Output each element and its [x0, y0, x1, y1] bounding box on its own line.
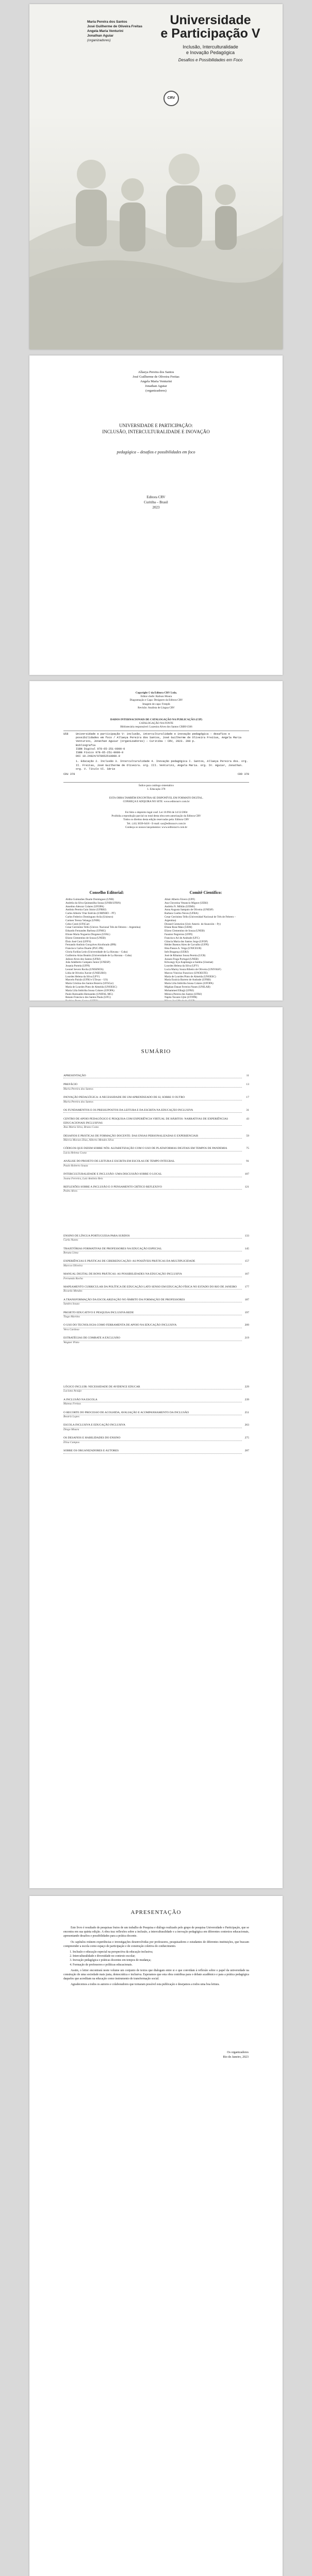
council-member: Ilma Passos A. Veiga (UNICEUB) — [165, 947, 202, 951]
cip-text: Universidade e participação V: inclusão, interculturalidade e inovação pedagógica – desafios e possibilidades em foco / Allaeya Pereira dos Santos, José Guilherme de Oliveira Freitas, Angela Maria Venturini, Jonathan Aguiar (organizadores) – Curitiba : CRV, 2023. 200 p. — [76, 733, 242, 743]
editor: Editor-chefe: Railson Moura — [140, 695, 172, 699]
council-member: Francisco Ari de Andrade (UFC) — [165, 936, 200, 940]
diagramming: Diagramação e Capa: Designers da Editora CRV — [129, 699, 183, 702]
signature-place: Rio de Janeiro, 2023 — [223, 2055, 249, 2059]
council-member: Celso Conti (UFSCar) — [65, 922, 90, 926]
council-member: Carmen Tereza Velanga (UNIR) — [65, 919, 100, 922]
council-member: Maria Cristina dos Santos Bezerra (UFSCar) — [65, 982, 113, 986]
availability-note: ESTA OBRA TAMBÉM ENCONTRA-SE DISPONÍVEL EM FORMATO DIGITAL. — [109, 796, 204, 800]
toc-entry[interactable] — [63, 1423, 249, 1432]
toc-entry-title: PREFÁCIO — [63, 1083, 242, 1087]
toc-entry-author: Elisa Campos — [63, 1440, 80, 1444]
toc-entry-page: 43 — [246, 1117, 249, 1121]
signature-block — [145, 2050, 249, 2059]
toc-entry[interactable] — [63, 1411, 249, 1419]
toc-entry-page: 287 — [244, 1449, 249, 1453]
toc-entry[interactable] — [63, 1074, 249, 1078]
council-member: Maria Eurácia Barreto de Andrade (UFRB) — [165, 978, 211, 982]
toc-entry-title: CÓDIGOS QUE DIZEM SOBRE NÓS: ALFABETIZAÇÃO COM O USO DE PLATAFORMAS DIGITAIS EM TEMPOS DE PANDEMIA — [63, 1147, 242, 1151]
toc-entry-title: DESAFIOS E PRÁTICAS DE FORMAÇÃO DOCENTE: DAS ENSAS PERSONALIZADAS E EXPERIENCIAIS — [63, 1134, 242, 1139]
publisher-year: 2023 — [152, 505, 160, 510]
toc-entry[interactable] — [63, 1398, 249, 1406]
cip-box-title: DADOS INTERNACIONAIS DE CATALOGAÇÃO NA PUBLICAÇÃO (CIP) — [110, 718, 203, 721]
toc-entry-author: Fernanda Rocha — [63, 1277, 83, 1280]
toc-entry-author: Carla Nunes — [63, 1239, 78, 1242]
toc-entry-title: EXPERIÊNCIAS E PRÁTICAS DE CIBEREDUCAÇÃO: AS POSSÍVEIS PRÁTICAS DA MULTIPLICIDADE — [63, 1260, 242, 1264]
cover-authors — [87, 20, 159, 43]
toc-entry[interactable] — [63, 1336, 249, 1345]
paragraph: Assim, o leitor encontrará neste volume um conjunto de textos que dialogam entre si e que convidam à reflexão sobre o papel da universidade na construção de uma sociedade mais justa, democrática e inclusiva. Esperamos que esta obra contribua para o debate acadêmico e para a prática pedagógica daqueles que acreditam na educação como instrumento de transformação social. — [63, 1969, 249, 1981]
cover-subtitle-1: Inclusão, Interculturalidade — [183, 44, 238, 49]
toc-entry-author: Sandra Souza — [63, 1302, 79, 1306]
publisher-city: Curitiba – Brasil — [144, 500, 168, 504]
organizer-names — [29, 370, 283, 393]
council-member: Maria de Lourdes Pinto de Almeida (UNOESC) — [65, 985, 117, 989]
toc-entry-title: LÓGICO INCLUIR: NECESSIDADE DE AVIDENCE EDUCAR — [63, 1385, 242, 1389]
index-item: 1. Educação 378 — [147, 788, 166, 791]
council-member: Míghian Danae Ferreira Nunes (UNILAB) — [165, 985, 210, 989]
cover-author: José Guilherme de Oliveira Freitas — [87, 25, 142, 28]
toc-entry-title: ANÁLISE DO PROJETO DE LEITURA E ESCRITA EM ESCOLAS DE TEMPO INTEGRAL — [63, 1160, 242, 1164]
rights-line: Foi feito o depósito legal conf. Lei 10.994 de 14/12/2004 — [125, 811, 188, 814]
toc-entry-author: Maria Pereira dos Santos — [63, 1100, 93, 1104]
toc-entry-author: Lúcia Helena Costa — [63, 1151, 87, 1155]
council-member: Élsio José Corá (UFFS) — [65, 940, 91, 943]
toc-entry-title: O USO DO TECNOLOGIA COMO FERRAMENTA DE APOIO NA EDUCAÇÃO INCLUSIVA — [63, 1324, 242, 1328]
publisher-name: Editora CRV — [146, 495, 166, 499]
toc-entry[interactable] — [63, 1234, 249, 1243]
toc-entry[interactable] — [63, 1385, 249, 1394]
toc-entry[interactable] — [63, 1134, 249, 1143]
council-member: Cesar Gerónimo Tello (Univer. Nacional Três de Febrero – Argentina) — [65, 926, 141, 929]
cover-title: Universidade — [170, 13, 251, 27]
council-member: Antônio Pereira Gaio Júnior (UFRRJ) — [65, 908, 106, 912]
toc-entry-author: Joana Ferreira, Luiz Antônio Reis — [63, 1177, 103, 1180]
cover-org-label: (organizadores) — [87, 39, 111, 42]
toc-entry-title: A TRANSFORMAÇÃO DA ESCOLARIZAÇÃO NO ÂMBITO DA FORMAÇÃO DE PROFESSORES — [63, 1298, 242, 1302]
council-member: Inês Bragança (UERJ) — [165, 950, 189, 954]
toc-entry[interactable] — [63, 1247, 249, 1256]
list-item: 2. Interculturalidade e diversidade no contexto escolar; — [73, 1954, 249, 1958]
organizer-name: José Guilherme de Oliveira Freitas — [133, 375, 179, 379]
cover-title-2: e Participação V — [160, 26, 260, 41]
editorial-council-list — [65, 898, 148, 1001]
toc-list — [63, 1074, 249, 1459]
toc-entry-title: OS DESAFIOS E HABILIDADES DO ENSINO — [63, 1436, 242, 1440]
organizer-name: Allaeya Pereira dos Santos — [138, 370, 174, 374]
council-member: Mohammed Elhajji (UFRJ) — [165, 989, 194, 992]
toc-entry[interactable] — [63, 1298, 249, 1307]
toc-page — [29, 1007, 283, 1888]
council-member: Guillermo Arias Beatón (Universidade de La Havana – Cuba) — [65, 954, 132, 957]
publisher-logo: CRV — [163, 91, 179, 106]
council-member: Maria de Lourdes Pinto de Almeida (UNOESC) — [165, 975, 216, 978]
toc-entry-page: 251 — [244, 1411, 249, 1414]
contact-line: Conheça os nossos lançamentos: www.editoracrv.com.br — [125, 825, 188, 829]
toc-entry-author: Maria Pereira dos Santos — [63, 1087, 93, 1091]
toc-entry-page: 11 — [246, 1074, 249, 1077]
council-member: Jussara Fraga Portugal (UNEB) — [165, 957, 199, 961]
toc-entry-title: ESCOLA INCLUSIVA E EDUCAÇÃO INCLUSIVA — [63, 1423, 242, 1428]
council-member: Cesar Gerónimo Tello (Universidad Nacional de Três de Febrero – Argentina) — [165, 915, 236, 922]
organizer-label: (organizadores) — [145, 389, 167, 393]
copyright-block — [63, 691, 249, 710]
council-member: Anna Augusta Sampaio de Oliveira (UNESP) — [165, 908, 214, 912]
toc-entry-page: 17 — [246, 1096, 249, 1099]
council-member: Andréia N. Militão (UEMS) — [165, 905, 195, 908]
toc-entry-author: Márcia Moraes Dias, Alberto Mendes Silva — [63, 1139, 114, 1142]
toc-entry[interactable] — [63, 1109, 249, 1113]
toc-entry-page: 59 — [246, 1134, 249, 1138]
toc-entry-author: Diego Moura — [63, 1428, 79, 1431]
council-member: João Adalberto Campato Junior (UNESP) — [65, 961, 110, 964]
toc-entry-title: SOBRE OS ORGANIZADORES E AUTORES — [63, 1449, 242, 1453]
list-item: 4. Formação de professores e políticas educacionais. — [73, 1963, 249, 1967]
list-item: 3. Inovação pedagógica e práticas docentes em tempos de mudança; — [73, 1958, 249, 1962]
book-title-line: INCLUSÃO, INTERCULTURALIDADE E INOVAÇÃO — [102, 429, 210, 434]
toc-entry[interactable] — [63, 1260, 249, 1268]
toc-entry-title: O RECORTE DO PROCESSO DE ACOLHIDA, AVALIAÇÃO E ACOMPANHAMENTO DA INCLUSÃO — [63, 1411, 242, 1415]
cip-record — [63, 733, 249, 776]
toc-entry[interactable] — [63, 1449, 249, 1453]
toc-entry-page: 275 — [244, 1436, 249, 1440]
council-member: Najela Tavares Ujiie (UTFPR) — [165, 996, 198, 999]
paragraph: Agradecemos a todos os autores e colaboradores que tornaram possível esta publicação e desejamos a todos uma boa leitura. — [71, 1983, 220, 1987]
organizer-name: Jonathan Aguiar — [145, 384, 167, 388]
council-member: Aldira Guimarães Duarte Domínguez (UNB) — [65, 898, 114, 901]
presentation-page — [29, 1896, 283, 2576]
isbn-digital: ISBN Digital 978-65-251-0000-0 — [76, 747, 125, 751]
council-member: Eliane Rose Maio (UEM) — [165, 926, 192, 929]
subjects: 1. Educação 2. Inclusão 3. Interculturalidade 4. Inovação pedagógica I. Santos, Allaeya Pereira dos. org. II. Freitas, José Guilherme de Oliveira. org. III. Venturini, Angela Maria. org. IV. Aguiar, Jonathan. org. V. Título VI. Série — [76, 760, 248, 771]
council-member: Carlos Federico Dominguez Avila (Unieuro) — [65, 915, 113, 919]
council-member — [165, 999, 247, 1001]
toc-entry[interactable] — [63, 1117, 249, 1129]
cover-author: Jonathan Aguiar — [87, 34, 114, 38]
revision: Revisão: Analista de Língua CRV — [138, 706, 175, 709]
toc-entry-page: 31 — [246, 1109, 249, 1112]
list-item: 1. Inclusão e educação especial na perspectiva da educação inclusiva; — [73, 1950, 249, 1954]
cover-subtitle-3: Desafios e Possibilidades em Foco — [178, 58, 243, 62]
toc-entry-title: INOVAÇÃO PEDAGÓGICA: A NECESSIDADE DE UM APRENDIZADO DE SI, SOBRE O OUTRO — [63, 1096, 242, 1100]
rights-line: Todos os direitos desta edição reservados pela: Editora CRV — [123, 818, 189, 822]
toc-entry[interactable] — [63, 1160, 249, 1168]
cdu-cdd — [63, 773, 249, 776]
cdu: CDU 378 — [63, 773, 75, 776]
toc-title: SUMÁRIO — [141, 1048, 171, 1055]
toc-entry-author: Marcos Oliveira — [63, 1264, 83, 1267]
book-title — [50, 422, 262, 435]
toc-entry-title: PROJETO EDUCATIVO E PESQUISA INCLUSIVA REDE — [63, 1311, 242, 1315]
editorial-council — [65, 890, 148, 1001]
council-member: Fernando Antônio Gonçalves Alcoforado (IPB) — [65, 943, 117, 947]
council-member: Gloria Fariñas León (Universidade de La Havana – Cuba) — [65, 950, 128, 954]
paragraph: Este livro é resultado de pesquisas frutos de um trabalho de Pesquisa e diálogo realizado pelo grupo de pesquisa Universidade e Participação, que se encontra em sua quinta edição. A obra traz reflexões sobre a inclusão, a interculturalidade e a inovação pedagógica em diferentes contextos educacionais, apresentando desafios e possibilidades para a prática docente. — [63, 1926, 249, 1938]
toc-entry-title: OS FUNDAMENTOS E OS PRESSUPOSTOS DA LEITURA E DA ESCRITA NA EDUCAÇÃO INCLUSIVA — [63, 1109, 242, 1113]
toc-entry-title: CENTRO DE APOIO PEDAGÓGICO E PESQUISA COM EXPERIÊNCIA VIRTUAL DE HÁBITOS: NARRATIVAS DE EXPERIÊNCIAS EDUCACIONAIS INCLUSIVAS — [63, 1117, 242, 1126]
cip-code: U58 — [63, 733, 69, 736]
council-member: Mônica Pereira dos Santos (UFRJ) — [165, 992, 202, 996]
toc-entry-page: 219 — [244, 1336, 249, 1340]
toc-entry-author: Wagner Pinto — [63, 1341, 79, 1344]
toc-entry[interactable] — [63, 1273, 249, 1281]
toc-entry-page: 75 — [246, 1147, 249, 1150]
council-member: Leonel Severo Rocha (UNISINOS) — [65, 968, 104, 971]
council-member: Marcos Vinicius Francisco (UNOESTE) — [165, 971, 208, 975]
toc-entry-title: INTERCULTURALIDADE E INCLUSÃO: UMA DISCUSSÃO SOBRE O LOCAL — [63, 1173, 242, 1177]
council-member: Lourdes Helena da Silva (UFV) — [65, 975, 100, 978]
toc-entry-page: 239 — [244, 1398, 249, 1401]
cip-box-subtitle: CATALOGAÇÃO NA FONTE — [139, 722, 174, 725]
toc-entry-author: Vera Cardoso — [63, 1328, 79, 1331]
book-subtitle: pedagógica – desafios e possibilidades em foco — [117, 450, 195, 454]
council-member: Eduardo Fernandes Barbosa (UFMG) — [65, 929, 106, 933]
toc-page-break — [63, 1349, 249, 1385]
cover-title-block — [159, 13, 262, 62]
toc-entry-author: Beatriz Lopes — [63, 1415, 79, 1419]
council-member: Jailson Alves dos Santos (UFRJ) — [65, 957, 101, 961]
buy-note: CONHEÇA E ADQUIRA NO SITE: www.editoracrv.com.br — [123, 800, 190, 804]
council-member: Paulo Romualdo Hernandes (UNIFAL-MG) — [65, 992, 113, 996]
scientific-committee-list — [165, 898, 247, 1001]
rights-line: Proibida a reprodução parcial ou total desta obra sem autorização da Editora CRV — [111, 815, 201, 818]
toc-entry-title: APRESENTAÇÃO — [63, 1074, 242, 1078]
council-member: Lídia de Oliveira Xavier (UNIEURO) — [65, 971, 106, 975]
council-member: Maria Lília Imbiriba Sousa Colares (UFOPA) — [65, 989, 114, 992]
council-member: Josania Portela (UFPI) — [65, 964, 90, 968]
toc-entry-author: Pedro Alves — [63, 1190, 77, 1193]
council-member: Andréia da Silva Quintanilha Sousa (UNIR/UFRN) — [65, 901, 121, 905]
council-member: Ana Chrystina Venancio Mignot (UERJ) — [165, 901, 208, 905]
index-title: Índice para catálogo sistemático — [138, 784, 174, 787]
council-member: Lourdes Helena da Silva (UFV) — [165, 964, 199, 968]
toc-entry[interactable] — [63, 1324, 249, 1332]
council-member: Fauston Negreiros (UFPI) — [165, 933, 193, 936]
toc-entry-page: 167 — [244, 1273, 249, 1276]
toc-entry-author: Luciana Araújo — [63, 1389, 82, 1393]
toc-entry-author: Paulo Roberto Souza — [63, 1164, 88, 1167]
council-member: Elizeu Clementino de Souza (UNEB) — [165, 929, 205, 933]
signature: Os organizadores — [227, 2051, 249, 2054]
toc-entry-title: MAPEAMENTO CURRICULAR DA POLÍTICA DE EDUCAÇÃO LATO SENSO EM EDUCAÇÃO FÍSICA NO ESTADO DO RIO DE JANEIRO — [63, 1285, 242, 1290]
doi: DOI 10.24824/978652510000.0 — [76, 755, 120, 758]
toc-entry-page: 121 — [244, 1185, 249, 1189]
bibliography: Bibliografia — [76, 743, 96, 747]
presentation-text — [63, 1926, 249, 1989]
contact-line: Tel.: (41) 3039-6418 - E-mail: sac@editoracrv.com.br — [126, 822, 186, 825]
divider — [63, 782, 249, 783]
publisher-info — [29, 495, 283, 510]
scientific-committee-title: Comitê Científico: — [189, 890, 222, 895]
toc-entry-author: Ana Maria Silva, Bruno Costa — [63, 1126, 99, 1129]
council-member — [65, 999, 148, 1001]
council-member: Marcelo Paixão (UFRJ e UTexas – US) — [65, 978, 108, 982]
council-member: Gláucia Maria dos Santos Jorge (UFOP) — [165, 940, 208, 943]
isbn-physical: ISBN Físico 978-65-251-0000-0 — [76, 751, 124, 755]
council-member: Carlos Alberto Vilar Estêvão (UMINHO – PT) — [65, 912, 116, 916]
copyright: Copyright © da Editora CRV Ltda. — [135, 691, 177, 694]
toc-entry-author: Tiago Martins — [63, 1315, 80, 1318]
paragraph: Os capítulos reúnem experiências e investigações desenvolvidas por professores, pesquisadores e estudantes de diferentes instituições, que buscam compreender a escola como espaço de participação e de construção coletiva do conhecimento. — [63, 1940, 249, 1948]
cdd: CDD 378 — [237, 773, 249, 776]
librarian: Bibliotecária responsável: Luzenira Alves dos Santos CRB9/1506 — [120, 725, 192, 728]
toc-entry[interactable] — [63, 1285, 249, 1294]
index-block — [63, 784, 249, 791]
topic-list — [63, 1950, 249, 1967]
toc-entry-page: 157 — [244, 1260, 249, 1263]
toc-entry-title: MANUAL DIGITAL DE BONS PRÁTICAS: AS POSSIBILIDADES NA EDUCAÇÃO INCLUSIVA — [63, 1273, 242, 1277]
council-member: Elione Maria Nogueira Diogenes (UFAL) — [65, 933, 110, 936]
catalog-page — [29, 681, 283, 1001]
title-page — [29, 355, 283, 675]
council-member: Helder Buenos Aires de Carvalho (UFPI) — [165, 943, 209, 947]
toc-entry-page: 263 — [244, 1423, 249, 1427]
toc-entry[interactable] — [63, 1083, 249, 1091]
toc-entry-page: 177 — [244, 1285, 249, 1289]
council-member: Diosnel Centurion (Univ Americ. de Asunción – Py) — [165, 922, 221, 926]
availability-block — [63, 796, 249, 804]
toc-entry-page: 13 — [246, 1083, 249, 1087]
council-member: Anselmo Alencar Colares (UFOPA) — [65, 905, 104, 908]
toc-entry-title: TRAJETÓRIAS FORMATIVAS DE PROFESSORES NA EDUCAÇÃO ESPECIAL — [63, 1247, 242, 1251]
toc-entry-page: 145 — [244, 1247, 249, 1250]
council-member: Barbara Coelho Neves (UFBA) — [165, 912, 199, 916]
cover-image-credit: Imagem de capa: Freepik — [142, 702, 170, 706]
toc-entry[interactable] — [63, 1147, 249, 1155]
cover-subtitle-2: e Inovação Pedagógica — [186, 50, 235, 55]
cover-page — [29, 4, 283, 349]
council-member: Elizeu Clementino de Souza (UNEB) — [65, 936, 106, 940]
council-member: Maria Lília Imbiriba Sousa Colares (UFOPA) — [165, 982, 214, 986]
toc-entry-title: ESTRATÉGIAS DE COMBATE A EXCLUSÃO — [63, 1336, 242, 1341]
toc-entry-page: 107 — [244, 1173, 249, 1176]
council-member: Lucia Marisy Souza Ribeiro de Oliveira (UNIVASF) — [165, 968, 221, 971]
toc-entry-page: 133 — [244, 1234, 249, 1238]
scientific-committee — [165, 890, 247, 1001]
toc-entry-page: 229 — [244, 1385, 249, 1389]
toc-entry[interactable] — [63, 1311, 249, 1319]
book-title-line: UNIVERSIDADE E PARTICIPAÇÃO: — [119, 423, 193, 428]
cover-author: Angela Maria Venturini — [87, 29, 124, 33]
toc-entry-author: Renata Lima — [63, 1251, 78, 1255]
toc-entry-page: 187 — [244, 1298, 249, 1301]
organizer-name: Angela Maria Venturini — [140, 380, 172, 383]
toc-entry-page: 209 — [244, 1324, 249, 1327]
toc-entry[interactable] — [63, 1173, 249, 1181]
toc-entry[interactable] — [63, 1096, 249, 1104]
toc-entry-title: ENSINO DE LÍNGUA PORTUGUESA PARA SURDOS — [63, 1234, 242, 1239]
council-member: José de Ribamar Sousa Pereira (UCB) — [165, 954, 206, 957]
presentation-title: APRESENTAÇÃO — [130, 1909, 182, 1916]
editorial-council-title: Conselho Editorial: — [89, 890, 124, 895]
council-member: Francisco Carlos Duarte (PUC-PR) — [65, 947, 104, 951]
cover-author: Maria Pereira dos Santos — [87, 20, 127, 24]
toc-entry-title: A INCLUSÃO NA ESCOLA — [63, 1398, 242, 1402]
toc-entry-author: Mateus Freitas — [63, 1402, 81, 1406]
rights-block — [63, 811, 249, 829]
council-member: Altair Alberto Fávero (UPF) — [165, 898, 195, 901]
toc-entry-page: 91 — [246, 1160, 249, 1163]
toc-entry[interactable] — [63, 1436, 249, 1445]
council-member: Kilwangy Kya Kapitango-a-Samba (Unemat) — [165, 961, 214, 964]
toc-entry[interactable] — [63, 1185, 249, 1194]
council-member: Renato Francisco dos Santos Paula (UFG) — [65, 996, 111, 999]
toc-page-break — [63, 1198, 249, 1234]
toc-entry-page: 197 — [244, 1311, 249, 1314]
cover-illustration — [29, 112, 283, 349]
toc-entry-title: REFLEXÕES SOBRE A INCLUSÃO E O PENSAMENTO CRÍTICO REFLEXIVO — [63, 1185, 242, 1190]
toc-entry-author: Ricardo Mendes — [63, 1290, 83, 1293]
